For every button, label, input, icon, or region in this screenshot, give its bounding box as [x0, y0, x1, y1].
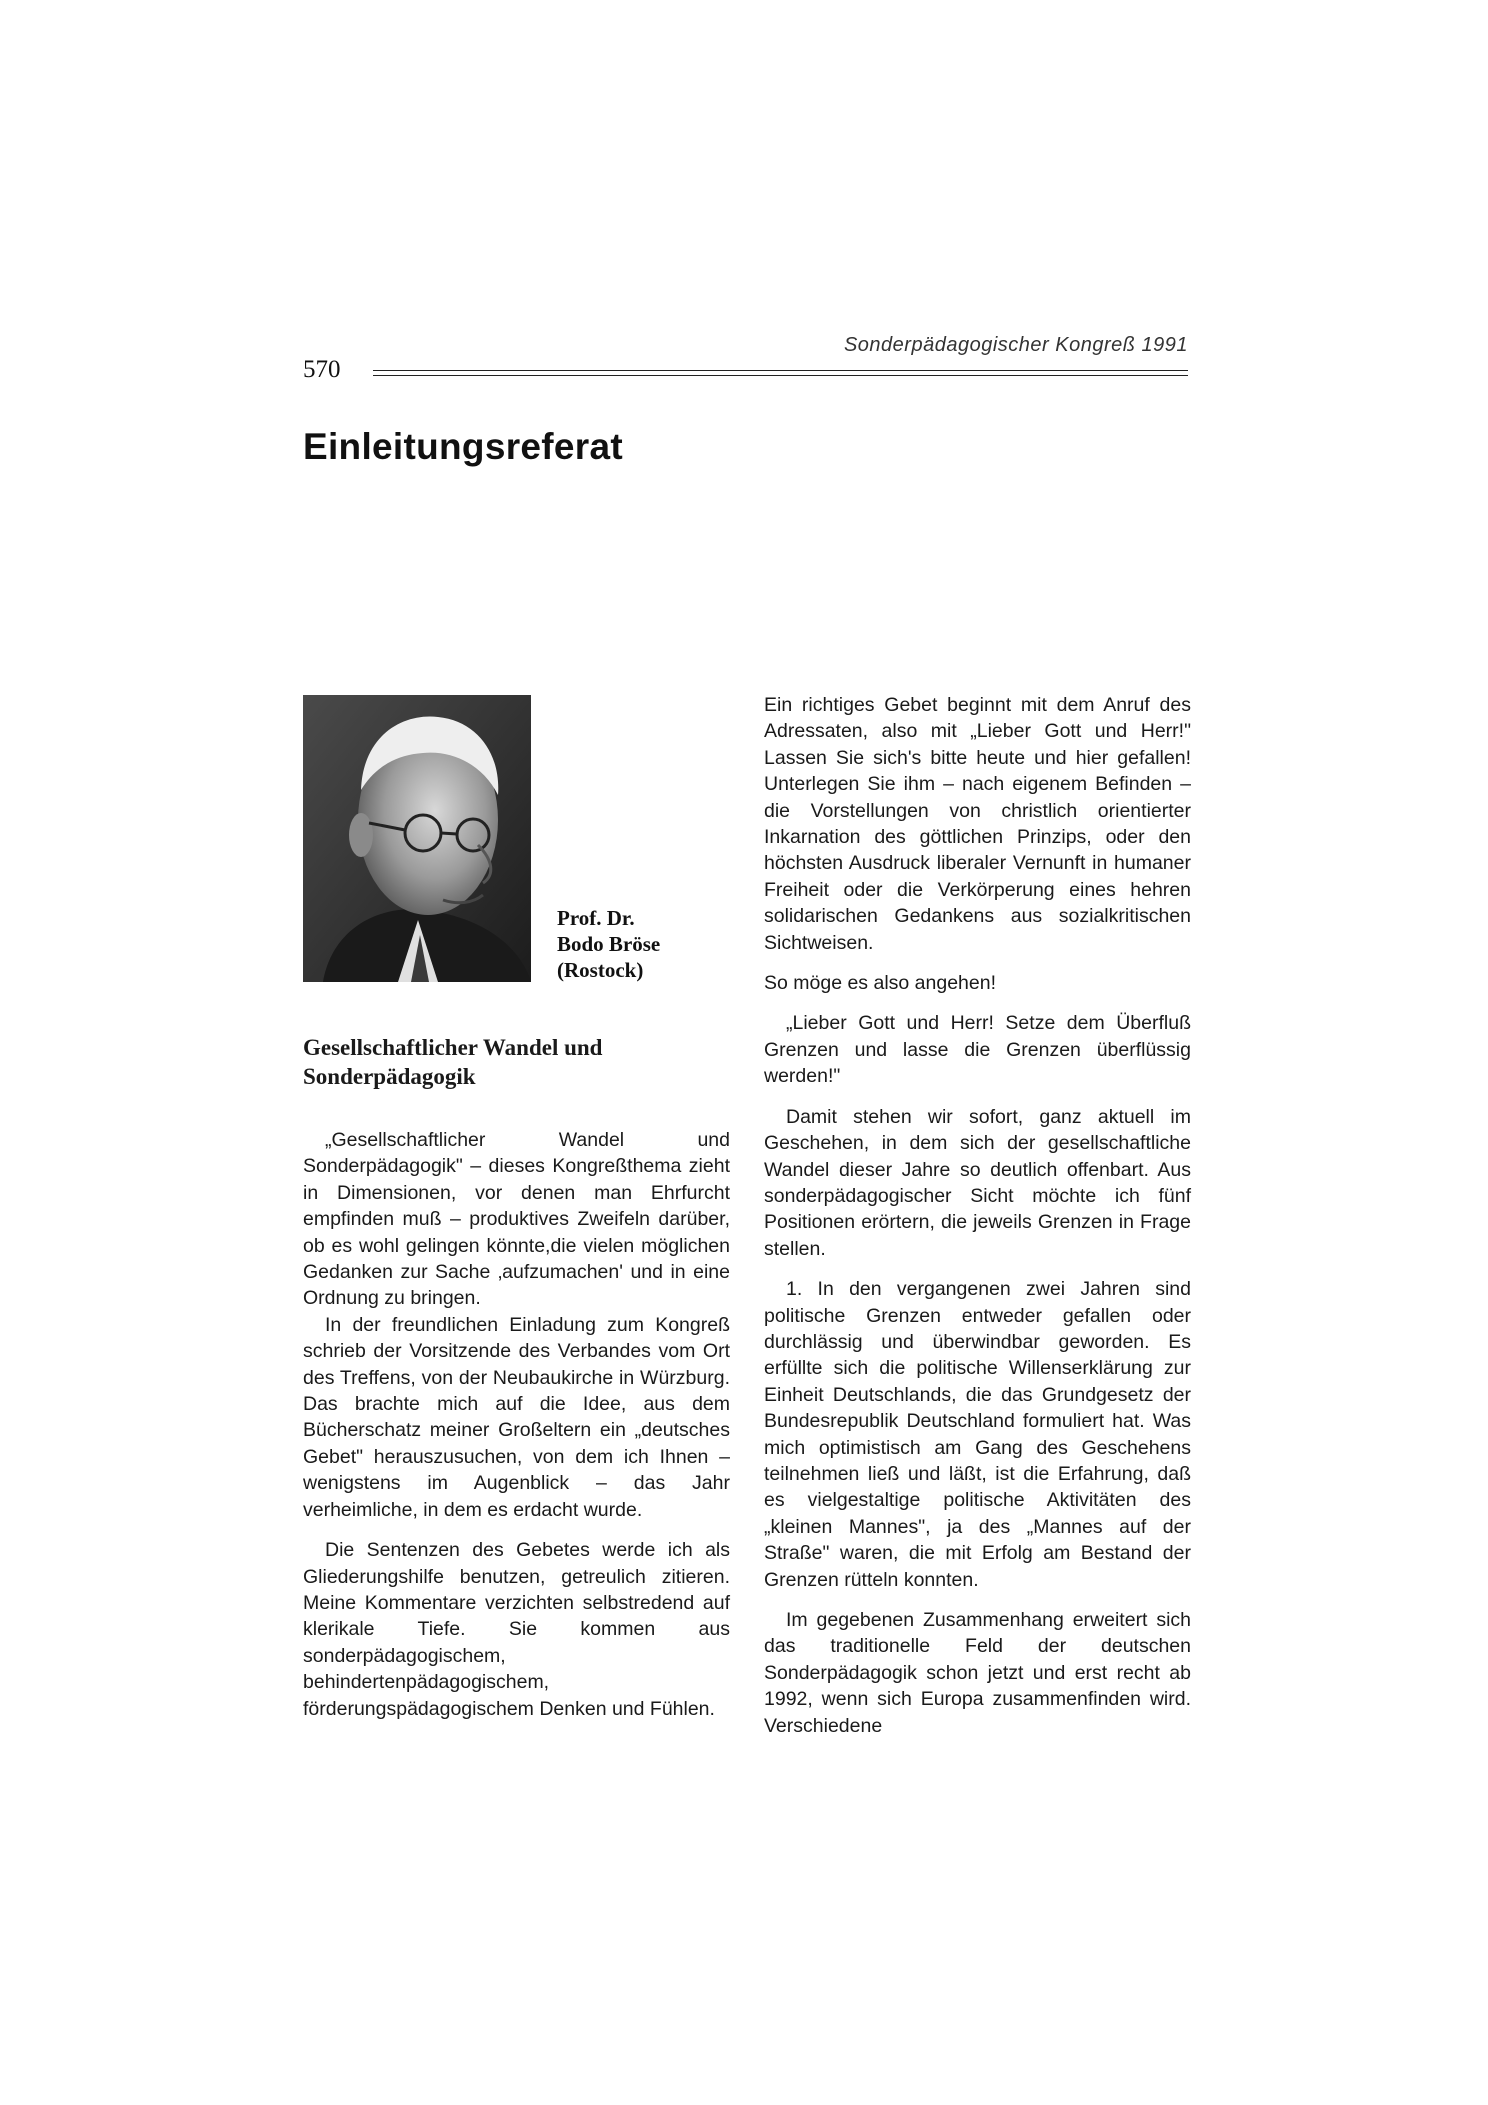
author-name: Bodo Bröse [557, 932, 661, 956]
header-rule-double [373, 375, 1188, 376]
left-column [303, 1033, 730, 1722]
paragraph: In der freundlichen Einladung zum Kongreß schrieb der Vorsitzende des Verbandes vom Ort des Treffens, von der Neubaukirche in Würzburg. Das brachte mich auf die Idee, aus dem Bücherschatz meiner Großeltern ein „deutsches Gebet" herauszusuchen, von dem ich Ihnen – wenigstens im Augenblick – das Jahr verheimliche, in dem es erdacht wurde. [303, 1313, 730, 1521]
article-title: Einleitungsreferat [303, 426, 623, 467]
author-photo [303, 695, 531, 982]
paragraph: „Gesellschaftlicher Wandel und Sonderpädagogik" – dieses Kongreßthema zieht in Dimensionen, vor denen man Ehrfurcht empfinden muß – produktives Zweifeln darüber, ob es wohl gelingen könnte,die vielen möglichen Gedanken zur Sache ‚aufzumachen' und in eine Ordnung zu bringen. [303, 1129, 730, 1310]
paragraph: „Lieber Gott und Herr! Setze dem Überfluß Grenzen und lasse die Grenzen überflüssig werden!" [764, 1012, 1191, 1088]
running-title: Sonderpädagogischer Kongreß 1991 [843, 334, 1188, 356]
author-affiliation: (Rostock) [557, 958, 644, 982]
section-heading: Gesellschaftlicher Wandel und Sonderpädagogik [303, 1035, 603, 1089]
right-column [764, 692, 1191, 1739]
paragraph: Die Sentenzen des Gebetes werde ich als Gliederungshilfe benutzen, getreulich zitieren. Meine Kommentare verzichten selbstredend auf klerikale Tiefe. Sie kommen aus sonderpädagogischem, behindertenpädagogischem, förderungspädagogischem Denken und Fühlen. [303, 1539, 730, 1720]
author-byline [557, 905, 660, 983]
header-rule [373, 370, 1188, 371]
paragraph: 1. In den vergangenen zwei Jahren sind politische Grenzen entweder gefallen oder durchlässig und überwindbar geworden. Es erfüllte sich die politische Willenserklärung zur Einheit Deutschlands, die das Grundgesetz der Bundesrepublik Deutschland formuliert hat. Was mich optimistisch am Gang des Geschehens teilnehmen ließ und läßt, ist die Erfahrung, daß es vielgestaltige politische Aktivitäten des „kleinen Mannes", ja des „Mannes auf der Straße" waren, die mit Erfolg am Bestand der Grenzen rütteln konnten. [764, 1278, 1191, 1591]
page-header [303, 334, 1188, 384]
paragraph: Im gegebenen Zusammenhang erweitert sich das traditionelle Feld der deutschen Sonderpädagogik schon jetzt und erst recht ab 1992, wenn sich Europa zusammenfinden wird. Verschiedene [764, 1609, 1191, 1737]
paragraph: Ein richtiges Gebet beginnt mit dem Anruf des Adressaten, also mit „Lieber Gott und Herr!" Lassen Sie sich's bitte heute und hier gefallen! Unterlegen Sie ihm – nach eigenem Befinden – die Vorstellungen von christlich orientierter Inkarnation des göttlichen Prinzips, oder den höchsten Ausdruck liberaler Vernunft in humaner Freiheit oder die Verkörperung eines hehren solidarischen Gedankens aus sozialkritischen Sichtweisen. [764, 694, 1191, 954]
page-number: 570 [303, 356, 341, 383]
paragraph: Damit stehen wir sofort, ganz aktuell im Geschehen, in dem sich der gesellschaftliche Wandel dieser Jahre so deutlich offenbart. Aus sonderpädagogischer Sicht möchte ich fünf Positionen erörtern, die jeweils Grenzen in Frage stellen. [764, 1105, 1191, 1260]
paragraph: So möge es also angehen! [764, 972, 997, 995]
author-title: Prof. Dr. [557, 906, 635, 930]
